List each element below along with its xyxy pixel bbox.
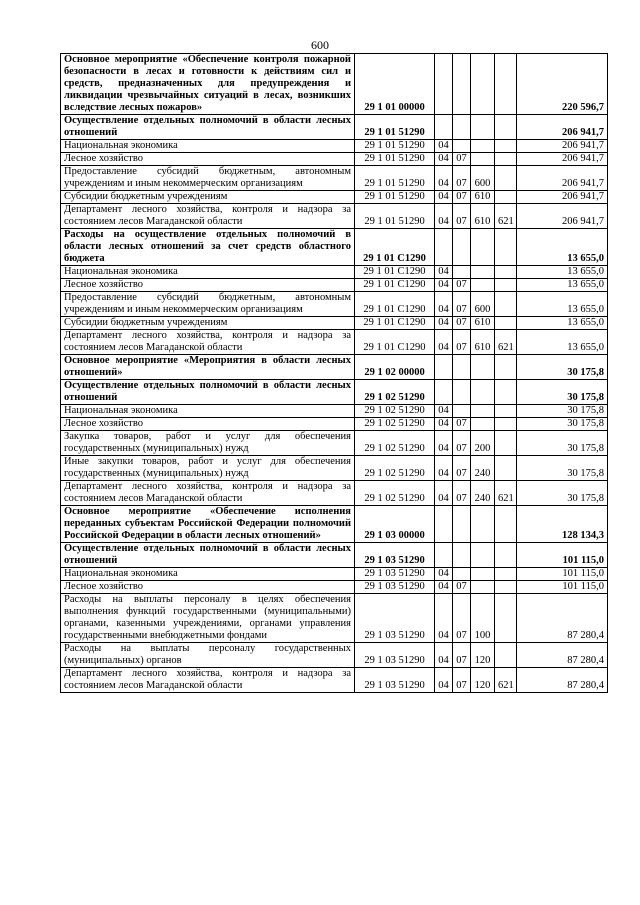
department-code	[495, 431, 517, 456]
amount: 30 175,8	[517, 380, 608, 405]
amount: 206 941,7	[517, 153, 608, 166]
department-code	[495, 581, 517, 594]
subsection-code	[453, 543, 471, 568]
target-code: 29 1 01 00000	[355, 54, 435, 115]
amount: 13 655,0	[517, 266, 608, 279]
target-code: 29 1 03 51290	[355, 643, 435, 668]
expense-type-code: 100	[471, 594, 495, 643]
expense-type-code: 610	[471, 330, 495, 355]
section-code: 04	[435, 456, 453, 481]
expense-type-code: 200	[471, 431, 495, 456]
row-name: Осуществление отдельных полномочий в области лесных отношений	[61, 543, 355, 568]
table-row	[61, 431, 608, 456]
amount: 101 115,0	[517, 543, 608, 568]
amount: 87 280,4	[517, 668, 608, 693]
subsection-code: 07	[453, 594, 471, 643]
section-code: 04	[435, 330, 453, 355]
row-name: Департамент лесного хозяйства, контроля и надзора за состоянием лесов Магаданской области	[61, 668, 355, 693]
section-code	[435, 54, 453, 115]
expense-type-code: 240	[471, 481, 495, 506]
department-code: 621	[495, 204, 517, 229]
amount: 206 941,7	[517, 140, 608, 153]
department-code	[495, 279, 517, 292]
department-code	[495, 166, 517, 191]
subsection-code: 07	[453, 581, 471, 594]
amount: 13 655,0	[517, 330, 608, 355]
row-name: Осуществление отдельных полномочий в области лесных отношений	[61, 380, 355, 405]
department-code	[495, 229, 517, 266]
department-code	[495, 54, 517, 115]
table-row	[61, 355, 608, 380]
table-row	[61, 140, 608, 153]
subsection-code: 07	[453, 317, 471, 330]
subsection-code	[453, 54, 471, 115]
expense-type-code: 610	[471, 317, 495, 330]
section-code	[435, 543, 453, 568]
section-code: 04	[435, 191, 453, 204]
section-code: 04	[435, 140, 453, 153]
target-code: 29 1 01 51290	[355, 115, 435, 140]
table-row	[61, 153, 608, 166]
expense-type-code	[471, 418, 495, 431]
row-name: Лесное хозяйство	[61, 418, 355, 431]
department-code	[495, 266, 517, 279]
amount: 87 280,4	[517, 643, 608, 668]
amount: 101 115,0	[517, 568, 608, 581]
amount: 206 941,7	[517, 191, 608, 204]
amount: 13 655,0	[517, 317, 608, 330]
section-code: 04	[435, 279, 453, 292]
target-code: 29 1 01 51290	[355, 153, 435, 166]
row-name: Лесное хозяйство	[61, 581, 355, 594]
table-row	[61, 229, 608, 266]
section-code: 04	[435, 581, 453, 594]
section-code: 04	[435, 317, 453, 330]
section-code	[435, 506, 453, 543]
row-name: Субсидии бюджетным учреждениям	[61, 317, 355, 330]
target-code: 29 1 01 С1290	[355, 266, 435, 279]
row-name: Осуществление отдельных полномочий в области лесных отношений	[61, 115, 355, 140]
table-row	[61, 380, 608, 405]
target-code: 29 1 02 51290	[355, 481, 435, 506]
section-code: 04	[435, 292, 453, 317]
target-code: 29 1 02 51290	[355, 380, 435, 405]
page-number: 600	[311, 38, 329, 52]
amount: 13 655,0	[517, 229, 608, 266]
department-code	[495, 153, 517, 166]
table-row	[61, 292, 608, 317]
expense-type-code	[471, 506, 495, 543]
department-code	[495, 543, 517, 568]
row-name: Расходы на выплаты персоналу в целях обеспечения выполнения функций государственными (муниципальными) органами, казенными учреждениями, органами управления государственными внебюджетными фондами	[61, 594, 355, 643]
row-name: Лесное хозяйство	[61, 153, 355, 166]
subsection-code: 07	[453, 431, 471, 456]
section-code: 04	[435, 204, 453, 229]
amount: 206 941,7	[517, 204, 608, 229]
department-code	[495, 405, 517, 418]
row-name: Предоставление субсидий бюджетным, автономным учреждениям и иным некоммерческим организациям	[61, 166, 355, 191]
expense-type-code: 600	[471, 166, 495, 191]
table-row	[61, 317, 608, 330]
subsection-code: 07	[453, 330, 471, 355]
table-row	[61, 405, 608, 418]
row-name: Основное мероприятие «Мероприятия в области лесных отношений»	[61, 355, 355, 380]
department-code	[495, 191, 517, 204]
department-code	[495, 568, 517, 581]
subsection-code: 07	[453, 204, 471, 229]
department-code	[495, 456, 517, 481]
target-code: 29 1 01 С1290	[355, 292, 435, 317]
target-code: 29 1 01 С1290	[355, 279, 435, 292]
amount: 206 941,7	[517, 166, 608, 191]
row-name: Национальная экономика	[61, 405, 355, 418]
subsection-code: 07	[453, 153, 471, 166]
expense-type-code	[471, 581, 495, 594]
row-name: Национальная экономика	[61, 266, 355, 279]
target-code: 29 1 02 51290	[355, 405, 435, 418]
table-row	[61, 166, 608, 191]
row-name: Департамент лесного хозяйства, контроля и надзора за состоянием лесов Магаданской области	[61, 204, 355, 229]
row-name: Основное мероприятие «Обеспечение контроля пожарной безопасности в лесах и готовности к действиям сил и средств, предназначенных для предупреждения и ликвидации чрезвычайных ситуаций в лесах, возникших вследствие лесных пожаров»	[61, 54, 355, 115]
department-code	[495, 115, 517, 140]
amount: 101 115,0	[517, 581, 608, 594]
section-code	[435, 115, 453, 140]
amount: 13 655,0	[517, 292, 608, 317]
table-row	[61, 266, 608, 279]
target-code: 29 1 01 51290	[355, 204, 435, 229]
target-code: 29 1 01 С1290	[355, 317, 435, 330]
target-code: 29 1 03 51290	[355, 543, 435, 568]
table-row	[61, 418, 608, 431]
amount: 87 280,4	[517, 594, 608, 643]
amount: 30 175,8	[517, 431, 608, 456]
subsection-code	[453, 405, 471, 418]
section-code: 04	[435, 266, 453, 279]
expense-type-code	[471, 405, 495, 418]
amount: 128 134,3	[517, 506, 608, 543]
expense-type-code: 240	[471, 456, 495, 481]
section-code: 04	[435, 153, 453, 166]
target-code: 29 1 02 51290	[355, 431, 435, 456]
target-code: 29 1 03 51290	[355, 568, 435, 581]
department-code	[495, 506, 517, 543]
section-code: 04	[435, 418, 453, 431]
row-name: Департамент лесного хозяйства, контроля и надзора за состоянием лесов Магаданской области	[61, 330, 355, 355]
target-code: 29 1 03 51290	[355, 594, 435, 643]
department-code	[495, 643, 517, 668]
section-code: 04	[435, 668, 453, 693]
amount: 30 175,8	[517, 418, 608, 431]
subsection-code	[453, 266, 471, 279]
subsection-code: 07	[453, 668, 471, 693]
budget-table-body	[61, 54, 608, 693]
table-row	[61, 594, 608, 643]
department-code	[495, 418, 517, 431]
subsection-code: 07	[453, 418, 471, 431]
subsection-code: 07	[453, 292, 471, 317]
subsection-code	[453, 506, 471, 543]
department-code: 621	[495, 481, 517, 506]
row-name: Предоставление субсидий бюджетным, автономным учреждениям и иным некоммерческим организациям	[61, 292, 355, 317]
budget-table	[60, 53, 608, 693]
row-name: Национальная экономика	[61, 140, 355, 153]
subsection-code: 07	[453, 191, 471, 204]
expense-type-code	[471, 355, 495, 380]
table-row	[61, 279, 608, 292]
target-code: 29 1 03 00000	[355, 506, 435, 543]
target-code: 29 1 03 51290	[355, 581, 435, 594]
section-code: 04	[435, 594, 453, 643]
row-name: Расходы на выплаты персоналу государственных (муниципальных) органов	[61, 643, 355, 668]
target-code: 29 1 01 51290	[355, 166, 435, 191]
amount: 13 655,0	[517, 279, 608, 292]
department-code: 621	[495, 668, 517, 693]
table-row	[61, 115, 608, 140]
table-row	[61, 581, 608, 594]
target-code: 29 1 02 00000	[355, 355, 435, 380]
section-code	[435, 355, 453, 380]
section-code: 04	[435, 166, 453, 191]
expense-type-code	[471, 115, 495, 140]
expense-type-code: 610	[471, 204, 495, 229]
table-row	[61, 643, 608, 668]
target-code: 29 1 01 51290	[355, 140, 435, 153]
subsection-code	[453, 355, 471, 380]
section-code: 04	[435, 405, 453, 418]
subsection-code: 07	[453, 481, 471, 506]
table-row	[61, 204, 608, 229]
row-name: Департамент лесного хозяйства, контроля и надзора за состоянием лесов Магаданской области	[61, 481, 355, 506]
target-code: 29 1 03 51290	[355, 668, 435, 693]
row-name: Расходы на осуществление отдельных полномочий в области лесных отношений за счет средств областного бюджета	[61, 229, 355, 266]
row-name: Национальная экономика	[61, 568, 355, 581]
section-code: 04	[435, 431, 453, 456]
expense-type-code: 120	[471, 643, 495, 668]
department-code	[495, 380, 517, 405]
department-code	[495, 292, 517, 317]
section-code	[435, 229, 453, 266]
amount: 30 175,8	[517, 405, 608, 418]
target-code: 29 1 02 51290	[355, 456, 435, 481]
row-name: Субсидии бюджетным учреждениям	[61, 191, 355, 204]
row-name: Лесное хозяйство	[61, 279, 355, 292]
expense-type-code	[471, 380, 495, 405]
table-row	[61, 668, 608, 693]
amount: 30 175,8	[517, 456, 608, 481]
amount: 220 596,7	[517, 54, 608, 115]
target-code: 29 1 01 С1290	[355, 330, 435, 355]
table-row	[61, 543, 608, 568]
department-code	[495, 594, 517, 643]
subsection-code	[453, 115, 471, 140]
subsection-code	[453, 380, 471, 405]
table-row	[61, 191, 608, 204]
target-code: 29 1 01 С1290	[355, 229, 435, 266]
table-row	[61, 481, 608, 506]
section-code: 04	[435, 481, 453, 506]
expense-type-code	[471, 543, 495, 568]
subsection-code: 07	[453, 166, 471, 191]
section-code	[435, 380, 453, 405]
expense-type-code: 610	[471, 191, 495, 204]
subsection-code	[453, 568, 471, 581]
target-code: 29 1 02 51290	[355, 418, 435, 431]
expense-type-code	[471, 568, 495, 581]
table-row	[61, 330, 608, 355]
subsection-code	[453, 140, 471, 153]
row-name: Закупка товаров, работ и услуг для обеспечения государственных (муниципальных) нужд	[61, 431, 355, 456]
department-code	[495, 317, 517, 330]
department-code	[495, 355, 517, 380]
subsection-code: 07	[453, 279, 471, 292]
expense-type-code	[471, 153, 495, 166]
section-code: 04	[435, 568, 453, 581]
amount: 30 175,8	[517, 481, 608, 506]
row-name: Основное мероприятие «Обеспечение исполнения переданных субъектам Российской Федерации полномочий Российской Федерации в области лесных отношений»	[61, 506, 355, 543]
expense-type-code: 120	[471, 668, 495, 693]
amount: 30 175,8	[517, 355, 608, 380]
table-row	[61, 54, 608, 115]
target-code: 29 1 01 51290	[355, 191, 435, 204]
table-row	[61, 568, 608, 581]
department-code: 621	[495, 330, 517, 355]
table-row	[61, 506, 608, 543]
row-name: Иные закупки товаров, работ и услуг для обеспечения государственных (муниципальных) нужд	[61, 456, 355, 481]
expense-type-code	[471, 54, 495, 115]
expense-type-code	[471, 279, 495, 292]
expense-type-code: 600	[471, 292, 495, 317]
expense-type-code	[471, 229, 495, 266]
amount: 206 941,7	[517, 115, 608, 140]
subsection-code	[453, 229, 471, 266]
expense-type-code	[471, 266, 495, 279]
subsection-code: 07	[453, 456, 471, 481]
table-row	[61, 456, 608, 481]
subsection-code: 07	[453, 643, 471, 668]
department-code	[495, 140, 517, 153]
expense-type-code	[471, 140, 495, 153]
section-code: 04	[435, 643, 453, 668]
